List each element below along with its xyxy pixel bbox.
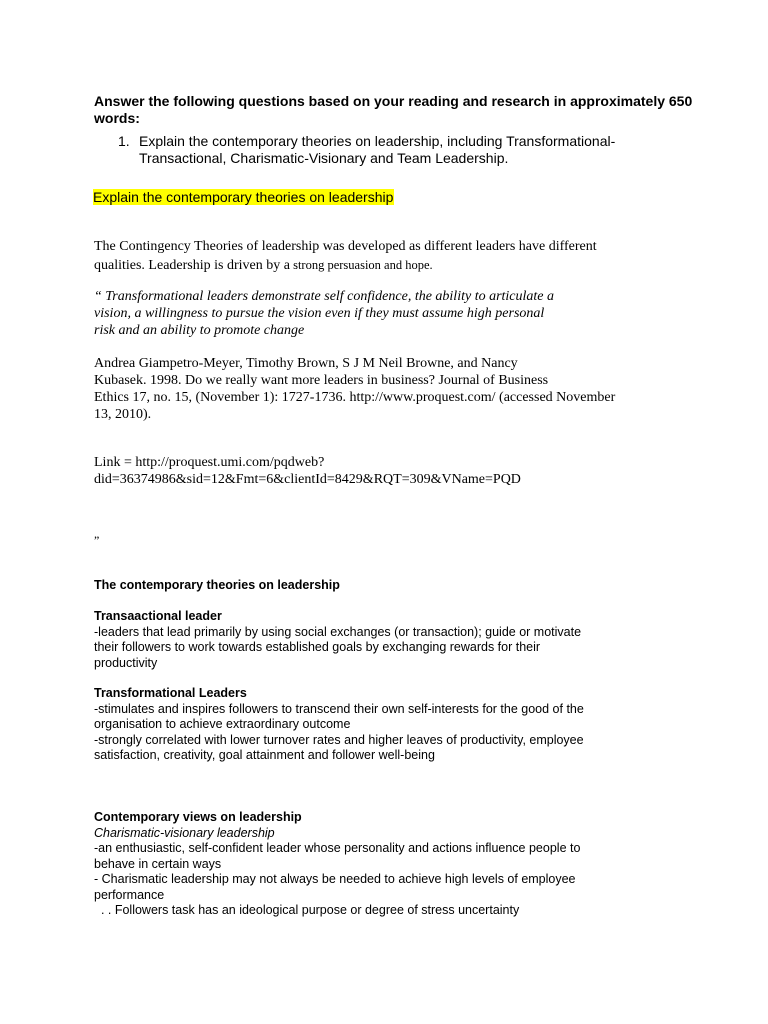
- source-link: [94, 454, 684, 488]
- contemporary-views-block: [94, 810, 674, 919]
- section-title: The contemporary theories on leadership: [94, 578, 340, 592]
- transactional-line: productivity: [94, 655, 158, 670]
- transactional-line: their followers to work towards established goals by exchanging rewards for their: [94, 640, 541, 654]
- charismatic-line: -an enthusiastic, self-confident leader whose personality and actions influence people to: [94, 841, 581, 855]
- transactional-title: Transaactional leader: [94, 609, 222, 623]
- charismatic-line: behave in certain ways: [94, 856, 222, 871]
- charismatic-line: . . Followers task has an ideological purpose or degree of stress uncertainty: [94, 903, 520, 917]
- reference-line: Andrea Giampetro-Meyer, Timothy Brown, S J M Neil Browne, and Nancy: [94, 356, 518, 371]
- transactional-block: [94, 609, 674, 671]
- transformational-line: satisfaction, creativity, goal attainment and follower well-being: [94, 748, 435, 762]
- quote-line: “ Transformational leaders demonstrate self confidence, the ability to articulate a: [94, 289, 555, 304]
- reference-line: Kubasek. 1998. Do we really want more leaders in business? Journal of Business: [94, 373, 549, 388]
- question-item: [118, 133, 698, 167]
- reference-citation: [94, 355, 684, 423]
- transformational-line: -stimulates and inspires followers to transcend their own self-interests for the good of the: [94, 701, 584, 716]
- transformational-line: -strongly correlated with lower turnover rates and higher leaves of productivity, employee: [94, 732, 584, 747]
- charismatic-subtitle: Charismatic-visionary leadership: [94, 825, 275, 840]
- question-number: 1.: [118, 133, 130, 149]
- reference-line: Ethics 17, no. 15, (November 1): 1727-1736. http://www.proquest.com/ (accessed November: [94, 390, 616, 405]
- link-line: did=36374986&sid=12&Fmt=6&clientId=8429&RQT=309&VName=PQD: [94, 472, 521, 487]
- charismatic-line: - Charismatic leadership may not always be needed to achieve high levels of employee: [94, 872, 576, 886]
- reference-line: 13, 2010).: [94, 407, 152, 422]
- highlighted-title-text: Explain the contemporary theories on leadership: [93, 189, 394, 205]
- charismatic-line: performance: [94, 887, 165, 902]
- question-text: Explain the contemporary theories on leadership, including Transformational-Transactional, Charismatic-Visionary and Team Leadership.: [139, 133, 616, 166]
- link-line: Link = http://proquest.umi.com/pqdweb?: [94, 455, 325, 470]
- transactional-line: -leaders that lead primarily by using social exchanges (or transaction); guide or motivate: [94, 624, 582, 639]
- transformational-line: organisation to achieve extraordinary outcome: [94, 717, 351, 731]
- transformational-block: [94, 686, 674, 764]
- quote-line: risk and an ability to promote change: [94, 323, 305, 338]
- transformational-title: Transformational Leaders: [94, 686, 247, 700]
- contingency-line: [94, 256, 674, 275]
- highlighted-title: [93, 189, 394, 206]
- stray-quote-mark: ”: [94, 533, 100, 547]
- contingency-line-main: qualities. Leadership is driven by a: [94, 258, 290, 273]
- contingency-line-small: strong persuasion and hope.: [289, 258, 433, 272]
- contingency-paragraph: [94, 238, 674, 275]
- assignment-heading: Answer the following questions based on your reading and research in approximately 650 words:: [94, 93, 693, 126]
- quote-line: vision, a willingness to pursue the vision even if they must assume high personal: [94, 306, 545, 321]
- contingency-line: The Contingency Theories of leadership was developed as different leaders have different: [94, 239, 597, 254]
- quote-paragraph: [94, 288, 674, 339]
- contemporary-title: Contemporary views on leadership: [94, 810, 302, 824]
